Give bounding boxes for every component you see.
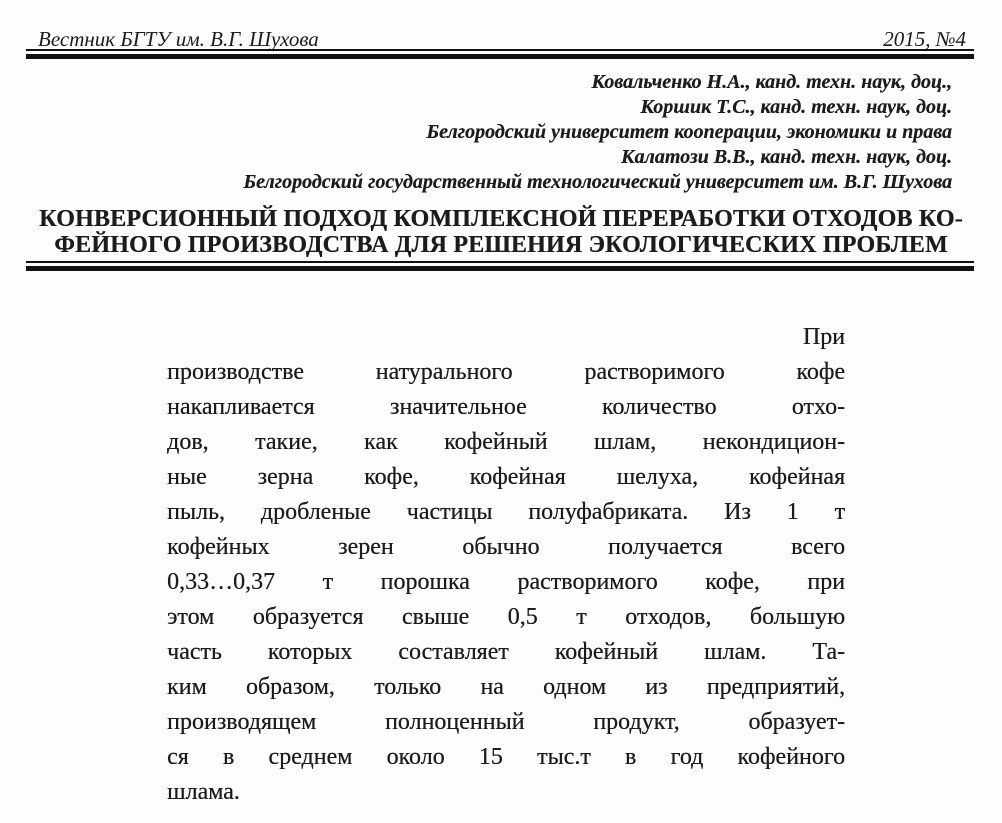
body-line: часть которых составляет кофейный шлам. Та-: [167, 639, 845, 665]
author-line: Калатози В.В., канд. техн. наук, доц.: [620, 146, 952, 168]
body-line: ные зерна кофе, кофейная шелуха, кофейная: [167, 464, 845, 490]
body-line: кофейных зерен обычно получается всего: [167, 534, 845, 560]
article-body-paragraph: [167, 320, 845, 810]
issue-number: 2015, №4: [883, 27, 966, 51]
article-title-line: КОНВЕРСИОННЫЙ ПОДХОД КОМПЛЕКСНОЙ ПЕРЕРАБОТКИ ОТХОДОВ КО-: [39, 206, 963, 232]
article-title: [30, 206, 972, 258]
title-rule: [26, 261, 974, 271]
body-line: этом образуется свыше 0,5 т отходов, большую: [167, 604, 845, 630]
body-line: производящем полноценный продукт, образует-: [167, 709, 845, 735]
running-header: [38, 28, 966, 50]
author-affiliation: Белгородский государственный технологический университет им. В.Г. Шухова: [243, 171, 952, 193]
journal-title: Вестник БГТУ им. В.Г. Шухова: [38, 27, 319, 51]
body-line: 0,33…0,37 т порошка растворимого кофе, при: [167, 569, 845, 595]
body-line: накапливается значительное количество отхо-: [167, 394, 845, 420]
author-affiliation: Белгородский университет кооперации, экономики и права: [426, 121, 952, 143]
body-line: шлама.: [167, 779, 240, 805]
authors-block: [120, 70, 952, 195]
body-line: производстве натурального растворимого кофе: [167, 359, 845, 385]
header-rule: [26, 49, 974, 59]
author-line: Коршик Т.С., канд. техн. наук, доц.: [640, 96, 952, 118]
body-line: ся в среднем около 15 тыс.т в год кофейного: [167, 744, 845, 770]
body-line: пыль, дробленые частицы полуфабриката. Из 1 т: [167, 499, 845, 525]
body-line: ким образом, только на одном из предприятий,: [167, 674, 845, 700]
author-line: Ковальченко Н.А., канд. техн. наук, доц.,: [591, 71, 952, 93]
body-line: дов, такие, как кофейный шлам, некондицион-: [167, 429, 845, 455]
body-line: При: [802, 324, 845, 350]
article-title-line: ФЕЙНОГО ПРОИЗВОДСТВА ДЛЯ РЕШЕНИЯ ЭКОЛОГИЧЕСКИХ ПРОБЛЕМ: [54, 232, 948, 258]
